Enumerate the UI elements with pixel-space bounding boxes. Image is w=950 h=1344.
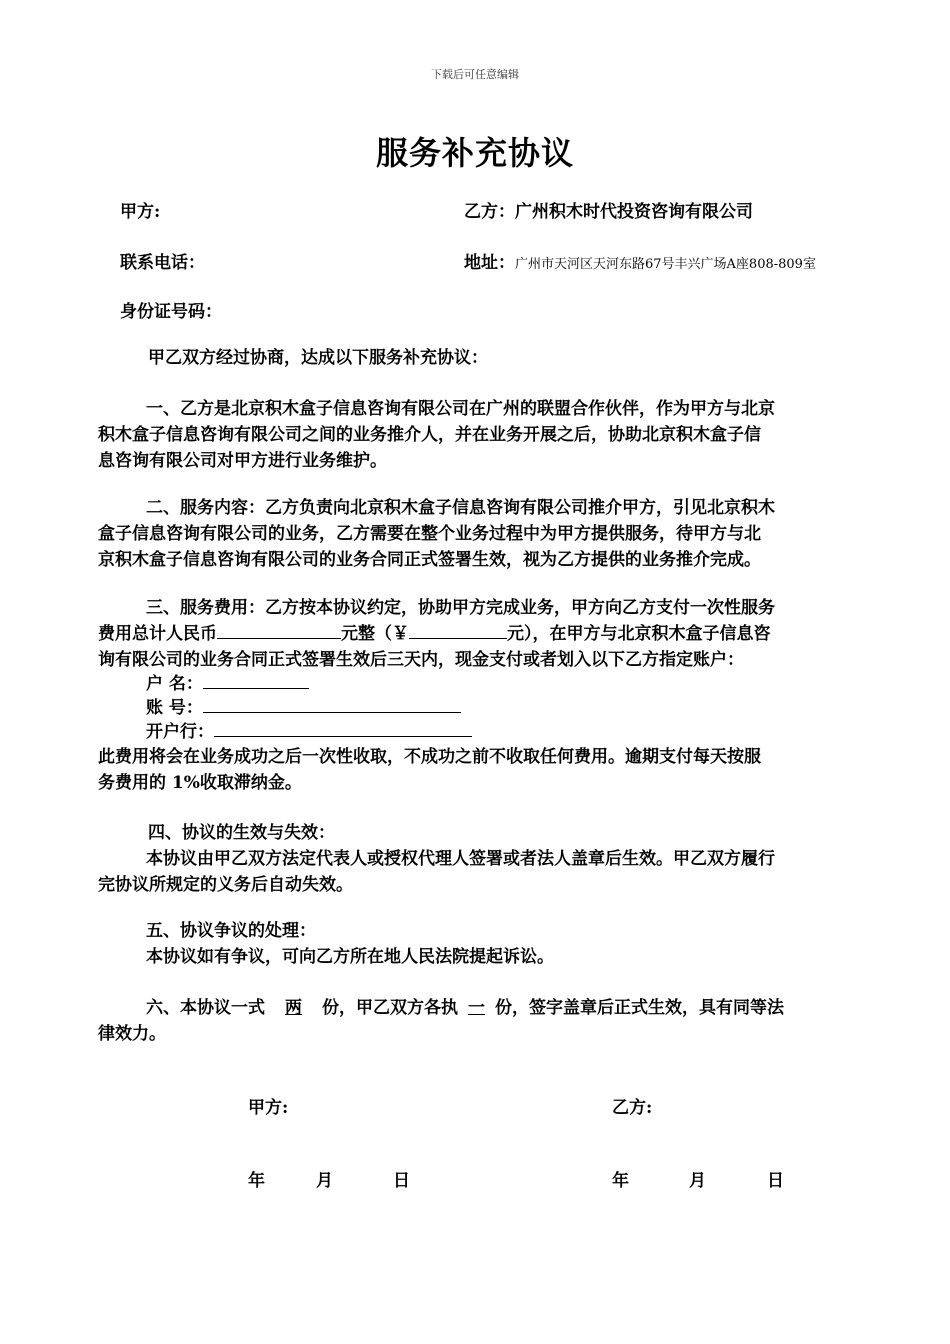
section5-line: 本协议如有争议，可向乙方所在地人民法院提起诉讼。	[146, 947, 554, 967]
copies-count: 两	[285, 998, 302, 1018]
copies-each: 一	[468, 998, 485, 1018]
intro-text: 甲乙双方经过协商，达成以下服务补充协议：	[148, 348, 488, 368]
section4-line: 完协议所规定的义务后自动失效。	[98, 875, 353, 895]
fee-amount-words-blank[interactable]	[217, 620, 341, 639]
section1-line: 息咨询有限公司对甲方进行业务维护。	[98, 451, 387, 471]
section5-heading: 五、协议争议的处理：	[146, 921, 316, 941]
section4-line: 本协议由甲乙双方法定代表人或授权代理人签署或者法人盖章后生效。甲乙双方履行	[146, 849, 775, 869]
section4-heading: 四、协议的生效与失效：	[148, 823, 335, 843]
late-fee-line: 此费用将会在业务成功之后一次性收取，不成功之前不收取任何费用。逾期支付每天按服	[98, 747, 761, 767]
signature-party-b-label: 乙方:	[612, 1098, 653, 1118]
account-name-label: 户 名：	[146, 674, 203, 694]
section3-line: 询有限公司的业务合同正式签署生效后三天内，现金支付或者划入以下乙方指定账户：	[98, 650, 744, 670]
section2-line: 二、服务内容：乙方负责向北京积木盒子信息咨询有限公司推介甲方，引见北京积木	[146, 498, 775, 518]
section6-line: 律效力。	[98, 1024, 166, 1044]
bank-label: 开户行：	[146, 722, 214, 742]
section1-line: 一、乙方是北京积木盒子信息咨询有限公司在广州的联盟合作伙伴，作为甲方与北京	[146, 399, 775, 419]
address-label: 地址：	[464, 253, 515, 273]
address-value: 广州市天河区天河东路67号丰兴广场A座808-809室	[515, 257, 816, 272]
account-number-blank[interactable]	[203, 694, 461, 713]
party-a-label: 甲方:	[120, 202, 161, 222]
late-fee-line: 务费用的 1%收取滞纳金。	[98, 773, 302, 793]
party-b-field	[464, 197, 753, 222]
party-a-day: 日	[393, 1171, 410, 1191]
fee-label: 费用总计人民币	[98, 624, 217, 644]
document-title: 服务补充协议	[375, 134, 574, 172]
signature-party-a-label: 甲方:	[248, 1098, 289, 1118]
bank-blank[interactable]	[214, 718, 472, 737]
party-b-label: 乙方：	[464, 202, 515, 222]
fee-unit-label: 元整（￥	[341, 624, 409, 644]
section1-line: 积木盒子信息咨询有限公司之间的业务推介人，并在业务开展之后，协助北京积木盒子信	[98, 425, 761, 445]
header-note: 下载后可任意编辑	[431, 68, 519, 81]
party-b-name: 广州积木时代投资咨询有限公司	[515, 202, 753, 222]
party-b-year: 年	[612, 1171, 629, 1191]
party-b-day: 日	[767, 1171, 784, 1191]
address-field	[464, 248, 816, 273]
fee-tail-text: 元），在甲方与北京积木盒子信息咨	[507, 624, 771, 644]
party-a-month: 月	[316, 1171, 333, 1191]
phone-label: 联系电话：	[120, 253, 205, 273]
section6-part-a: 六、本协议一式	[146, 998, 265, 1018]
party-b-month: 月	[689, 1171, 706, 1191]
party-a-year: 年	[248, 1171, 265, 1191]
id-label: 身份证号码：	[120, 302, 222, 322]
section6-part-c: 份，签字盖章后正式生效，具有同等法	[495, 998, 784, 1018]
section3-line: 三、服务费用：乙方按本协议约定，协助甲方完成业务，甲方向乙方支付一次性服务	[146, 598, 775, 618]
section2-line: 盒子信息咨询有限公司的业务，乙方需要在整个业务过程中为甲方提供服务，待甲方与北	[98, 524, 761, 544]
section2-line: 京积木盒子信息咨询有限公司的业务合同正式签署生效，视为乙方提供的业务推介完成。	[98, 550, 761, 570]
account-name-blank[interactable]	[203, 670, 309, 689]
fee-amount-number-blank[interactable]	[409, 620, 507, 639]
section6-line	[146, 994, 784, 1022]
section6-part-b: 份，甲乙双方各执	[322, 998, 458, 1018]
section3-fee-line	[98, 620, 771, 648]
bank-row	[146, 718, 472, 746]
account-number-label: 账 号：	[146, 698, 203, 718]
